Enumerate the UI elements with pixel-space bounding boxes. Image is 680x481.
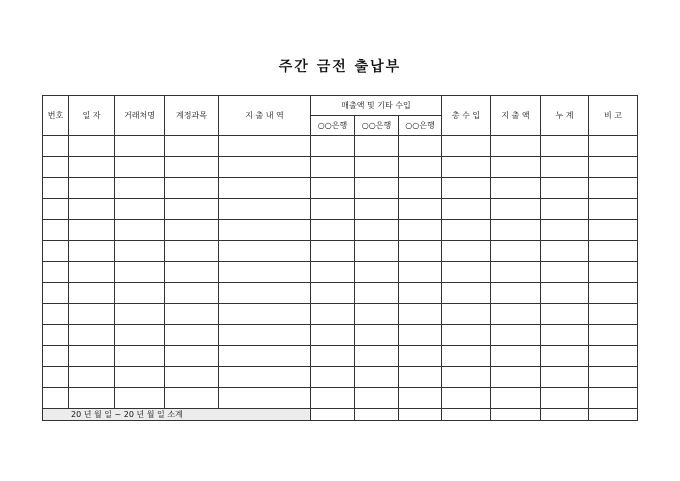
table-cell[interactable]	[399, 367, 442, 388]
table-cell[interactable]	[219, 220, 311, 241]
table-cell[interactable]	[43, 304, 69, 325]
table-cell[interactable]	[219, 346, 311, 367]
table-cell[interactable]	[69, 262, 115, 283]
table-cell[interactable]	[491, 388, 541, 409]
table-cell[interactable]	[442, 262, 491, 283]
table-cell[interactable]	[589, 325, 638, 346]
table-cell[interactable]	[491, 157, 541, 178]
table-cell[interactable]	[491, 325, 541, 346]
table-row	[43, 178, 638, 199]
table-row	[43, 136, 638, 157]
subtotal-row	[43, 409, 638, 421]
table-cell[interactable]	[355, 220, 399, 241]
table-cell[interactable]	[115, 346, 165, 367]
table-cell[interactable]	[219, 304, 311, 325]
table-cell[interactable]	[219, 136, 311, 157]
table-cell[interactable]	[115, 220, 165, 241]
table-cell[interactable]	[399, 325, 442, 346]
table-cell[interactable]	[311, 178, 355, 199]
table-cell[interactable]	[355, 346, 399, 367]
table-cell[interactable]	[355, 262, 399, 283]
table-cell[interactable]	[219, 241, 311, 262]
table-cell[interactable]	[491, 199, 541, 220]
table-cell[interactable]	[311, 388, 355, 409]
table-cell[interactable]	[311, 346, 355, 367]
table-cell[interactable]	[541, 199, 589, 220]
table-cell[interactable]	[355, 241, 399, 262]
table-row	[43, 220, 638, 241]
cash-ledger-table	[42, 95, 638, 421]
table-cell[interactable]	[165, 346, 219, 367]
table-cell[interactable]	[311, 325, 355, 346]
table-cell[interactable]	[43, 136, 69, 157]
table-cell[interactable]	[399, 388, 442, 409]
table-cell[interactable]	[165, 199, 219, 220]
table-cell[interactable]	[355, 178, 399, 199]
table-cell[interactable]	[355, 283, 399, 304]
table-cell[interactable]	[589, 199, 638, 220]
table-cell[interactable]	[541, 241, 589, 262]
header-account: 계정과목	[165, 96, 219, 136]
table-cell[interactable]	[311, 304, 355, 325]
table-cell[interactable]	[311, 262, 355, 283]
subtotal-cell[interactable]	[491, 409, 541, 421]
table-cell[interactable]	[355, 304, 399, 325]
table-cell[interactable]	[115, 325, 165, 346]
table-cell[interactable]	[165, 325, 219, 346]
table-cell[interactable]	[442, 283, 491, 304]
table-cell[interactable]	[589, 136, 638, 157]
header-date: 일 자	[69, 96, 115, 136]
header-bank-3: ○○은행	[399, 116, 442, 136]
table-cell[interactable]	[115, 199, 165, 220]
table-cell[interactable]	[442, 325, 491, 346]
table-cell[interactable]	[43, 367, 69, 388]
table-cell[interactable]	[69, 157, 115, 178]
table-cell[interactable]	[541, 325, 589, 346]
table-cell[interactable]	[541, 136, 589, 157]
table-cell[interactable]	[399, 178, 442, 199]
table-cell[interactable]	[399, 199, 442, 220]
table-cell[interactable]	[442, 157, 491, 178]
table-cell[interactable]	[115, 388, 165, 409]
table-cell[interactable]	[491, 262, 541, 283]
table-cell[interactable]	[219, 157, 311, 178]
table-cell[interactable]	[165, 304, 219, 325]
header-vendor: 거래처명	[115, 96, 165, 136]
table-cell[interactable]	[399, 304, 442, 325]
table-cell[interactable]	[399, 262, 442, 283]
table-cell[interactable]	[442, 220, 491, 241]
table-cell[interactable]	[115, 157, 165, 178]
table-cell[interactable]	[69, 325, 115, 346]
table-cell[interactable]	[589, 346, 638, 367]
table-cell[interactable]	[589, 262, 638, 283]
table-cell[interactable]	[442, 367, 491, 388]
table-cell[interactable]	[43, 220, 69, 241]
table-cell[interactable]	[165, 178, 219, 199]
table-row	[43, 304, 638, 325]
table-cell[interactable]	[589, 241, 638, 262]
page-title: 주간 금전 출납부	[278, 59, 402, 75]
table-cell[interactable]	[442, 241, 491, 262]
table-cell[interactable]	[491, 346, 541, 367]
table-cell[interactable]	[165, 136, 219, 157]
table-cell[interactable]	[491, 136, 541, 157]
table-cell[interactable]	[311, 367, 355, 388]
table-cell[interactable]	[541, 178, 589, 199]
table-cell[interactable]	[442, 346, 491, 367]
table-cell[interactable]	[589, 367, 638, 388]
table-cell[interactable]	[43, 346, 69, 367]
table-cell[interactable]	[541, 367, 589, 388]
table-row	[43, 157, 638, 178]
table-cell[interactable]	[311, 136, 355, 157]
ledger-body	[43, 136, 638, 409]
table-cell[interactable]	[219, 388, 311, 409]
table-cell[interactable]	[541, 346, 589, 367]
table-cell[interactable]	[115, 367, 165, 388]
table-row	[43, 262, 638, 283]
table-cell[interactable]	[43, 262, 69, 283]
table-cell[interactable]	[115, 178, 165, 199]
subtotal-cell[interactable]	[399, 409, 442, 421]
table-cell[interactable]	[69, 304, 115, 325]
table-row	[43, 283, 638, 304]
table-cell[interactable]	[355, 136, 399, 157]
table-cell[interactable]	[589, 220, 638, 241]
header-bank-1: ○○은행	[311, 116, 355, 136]
table-cell[interactable]	[355, 157, 399, 178]
subtotal-cell[interactable]	[442, 409, 491, 421]
table-cell[interactable]	[589, 283, 638, 304]
table-cell[interactable]	[541, 157, 589, 178]
table-cell[interactable]	[311, 220, 355, 241]
table-cell[interactable]	[69, 388, 115, 409]
table-cell[interactable]	[43, 388, 69, 409]
table-cell[interactable]	[69, 367, 115, 388]
table-cell[interactable]	[399, 346, 442, 367]
table-cell[interactable]	[399, 157, 442, 178]
table-cell[interactable]	[589, 388, 638, 409]
table-cell[interactable]	[69, 220, 115, 241]
table-cell[interactable]	[442, 199, 491, 220]
table-cell[interactable]	[43, 178, 69, 199]
table-cell[interactable]	[399, 283, 442, 304]
table-cell[interactable]	[115, 262, 165, 283]
table-cell[interactable]	[69, 178, 115, 199]
table-cell[interactable]	[165, 388, 219, 409]
table-cell[interactable]	[589, 304, 638, 325]
table-row	[43, 346, 638, 367]
table-cell[interactable]	[399, 220, 442, 241]
table-cell[interactable]	[115, 283, 165, 304]
table-cell[interactable]	[43, 241, 69, 262]
header-cumulative: 누 계	[541, 96, 589, 136]
header-details: 지 출 내 역	[219, 96, 311, 136]
table-cell[interactable]	[541, 304, 589, 325]
table-cell[interactable]	[69, 199, 115, 220]
table-cell[interactable]	[541, 283, 589, 304]
table-cell[interactable]	[491, 367, 541, 388]
table-cell[interactable]	[219, 199, 311, 220]
table-cell[interactable]	[355, 325, 399, 346]
table-cell[interactable]	[491, 220, 541, 241]
table-cell[interactable]	[311, 241, 355, 262]
table-cell[interactable]	[442, 388, 491, 409]
table-cell[interactable]	[43, 157, 69, 178]
table-cell[interactable]	[43, 283, 69, 304]
table-cell[interactable]	[589, 157, 638, 178]
table-cell[interactable]	[541, 262, 589, 283]
table-cell[interactable]	[219, 325, 311, 346]
table-cell[interactable]	[165, 262, 219, 283]
table-cell[interactable]	[219, 283, 311, 304]
header-row	[43, 96, 638, 116]
subtotal-label: 20 년 월 일 ~ 20 년 월 일 소계	[43, 409, 311, 421]
table-cell[interactable]	[541, 220, 589, 241]
table-cell[interactable]	[355, 367, 399, 388]
header-expense: 지 출 액	[491, 96, 541, 136]
table-row	[43, 388, 638, 409]
table-cell[interactable]	[541, 388, 589, 409]
table-cell[interactable]	[165, 367, 219, 388]
table-cell[interactable]	[491, 241, 541, 262]
table-row	[43, 199, 638, 220]
table-cell[interactable]	[69, 241, 115, 262]
table-cell[interactable]	[355, 199, 399, 220]
table-cell[interactable]	[442, 136, 491, 157]
header-bank-2: ○○은행	[355, 116, 399, 136]
table-cell[interactable]	[165, 220, 219, 241]
table-cell[interactable]	[589, 178, 638, 199]
table-cell[interactable]	[311, 157, 355, 178]
table-cell[interactable]	[69, 283, 115, 304]
header-total-income: 총 수 입	[442, 96, 491, 136]
header-remarks: 비 고	[589, 96, 638, 136]
subtotal-cell[interactable]	[355, 409, 399, 421]
table-cell[interactable]	[115, 136, 165, 157]
table-cell[interactable]	[491, 283, 541, 304]
subtotal-cell[interactable]	[541, 409, 589, 421]
table-row	[43, 241, 638, 262]
table-cell[interactable]	[69, 346, 115, 367]
table-cell[interactable]	[219, 178, 311, 199]
table-cell[interactable]	[115, 304, 165, 325]
table-cell[interactable]	[43, 199, 69, 220]
table-cell[interactable]	[165, 283, 219, 304]
table-cell[interactable]	[165, 157, 219, 178]
table-cell[interactable]	[115, 241, 165, 262]
table-cell[interactable]	[399, 136, 442, 157]
table-cell[interactable]	[491, 304, 541, 325]
table-cell[interactable]	[355, 388, 399, 409]
header-sales-group: 매출액 및 기타 수입	[311, 96, 442, 116]
table-cell[interactable]	[219, 262, 311, 283]
table-cell[interactable]	[69, 136, 115, 157]
table-row	[43, 325, 638, 346]
table-cell[interactable]	[442, 304, 491, 325]
table-cell[interactable]	[399, 241, 442, 262]
table-row	[43, 367, 638, 388]
subtotal-cell[interactable]	[311, 409, 355, 421]
table-cell[interactable]	[311, 199, 355, 220]
table-cell[interactable]	[491, 178, 541, 199]
subtotal-cell[interactable]	[589, 409, 638, 421]
table-cell[interactable]	[43, 325, 69, 346]
table-cell[interactable]	[442, 178, 491, 199]
table-cell[interactable]	[311, 283, 355, 304]
header-no: 번호	[43, 96, 69, 136]
table-cell[interactable]	[165, 241, 219, 262]
table-cell[interactable]	[219, 367, 311, 388]
